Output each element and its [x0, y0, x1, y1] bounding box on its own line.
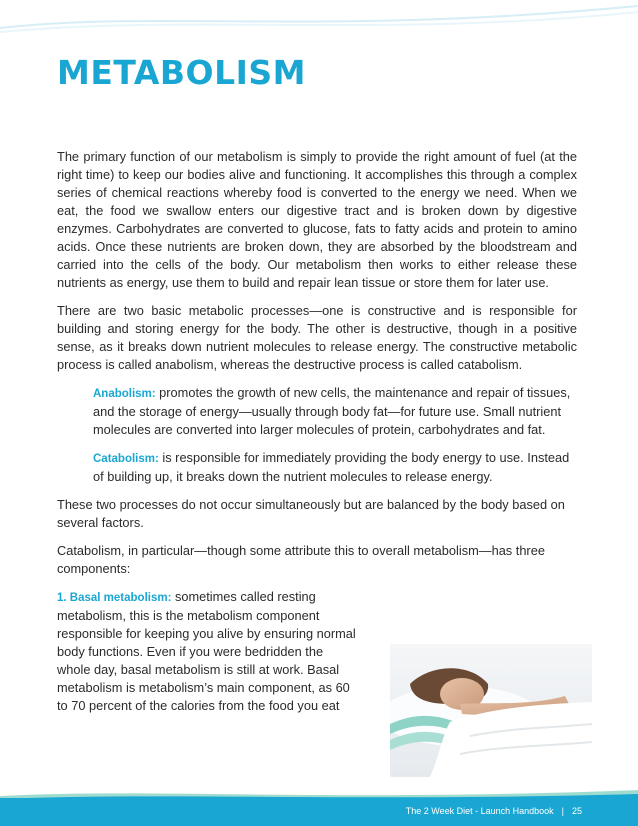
- body-content: [57, 148, 577, 725]
- paragraph-balance: These two processes do not occur simultaneously but are balanced by the body based on several factors.: [57, 497, 565, 530]
- paragraph-components: Catabolism, in particular—though some attribute this to overall metabolism—has three components:: [57, 543, 545, 576]
- catabolism-text: is responsible for immediately providing the body energy to use. Instead of building up, it breaks down the nutrient molecules to release energy.: [93, 450, 570, 484]
- sleeping-person-photo: [390, 644, 592, 777]
- footer-separator: |: [561, 806, 564, 816]
- catabolism-term: Catabolism:: [93, 453, 159, 465]
- page-number: 25: [571, 806, 582, 816]
- footer-book-title: The 2 Week Diet - Launch Handbook: [405, 806, 554, 816]
- paragraph-intro: The primary function of our metabolism is simply to provide the right amount of fuel (at the right time) to keep our bodies alive and functioning. It accomplishes this through a complex series of chemical reactions whereby food is converted to the energy we need. When we eat, the food we swallow enters our digestive tract and is broken down by digestive enzymes. Carbohydrates are converted to glucose, fats to fatty acids and protein to amino acids. Once these nutrients are broken down, they are absorbed by the bloodstream and carried into the cells of the body. Our metabolism then works to either release these nutrients as energy, use them to build and repair lean tissue or store them for later use.: [57, 149, 577, 290]
- list-item-basal-metabolism: [57, 588, 357, 715]
- anabolism-term: Anabolism:: [93, 388, 156, 400]
- header-wave-rule: [0, 0, 638, 40]
- list-item-label: 1. Basal metabolism:: [57, 592, 172, 604]
- anabolism-definition: [93, 384, 583, 439]
- footer-info: [406, 806, 582, 816]
- anabolism-text: promotes the growth of new cells, the maintenance and repair of tissues, and the storage of energy—usually through body fat—for future use. Small nutrient molecules are converted into larger molecules of protein, carbohydrates and fat.: [93, 385, 571, 437]
- page-title: METABOLISM: [57, 53, 306, 92]
- catabolism-definition: [93, 449, 583, 486]
- paragraph-processes: There are two basic metabolic processes—one is constructive and is responsible for building and storing energy for the body. The other is destructive, though in a positive sense, as it breaks down nutrient molecules to release energy. The constructive metabolic process is called anabolism, whereas the destructive process is called catabolism.: [57, 303, 577, 372]
- list-item-text: sometimes called resting metabolism, this is the metabolism component responsible for keeping you alive by ensuring normal body functions. Even if you were bedridden the whole day, basal metabolism is still at work. Basal metabolism is metabolism’s main component, as 60 to 70 percent of the calories from the food you eat: [57, 589, 356, 713]
